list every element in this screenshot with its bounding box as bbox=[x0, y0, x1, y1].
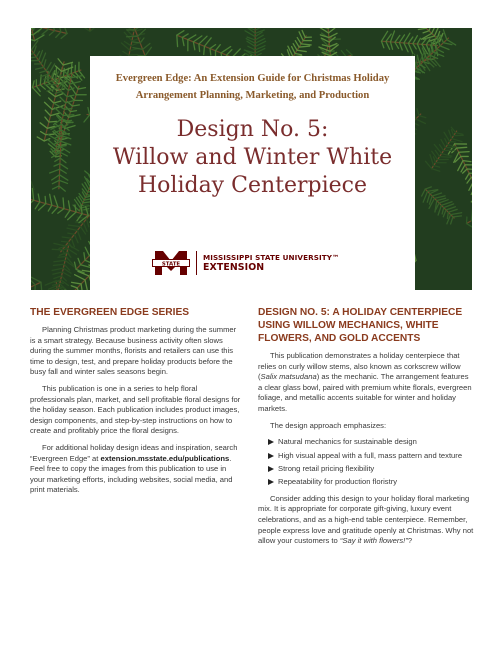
logo-divider bbox=[196, 251, 197, 275]
list-item bbox=[268, 464, 474, 474]
design-title-line: Holiday Centerpiece bbox=[137, 173, 367, 198]
design-title-line: Design No. 5: bbox=[176, 117, 329, 142]
series-title: Evergreen Edge: An Extension Guide for Christmas Holiday Arrangement Planning, Marketing, and Production bbox=[115, 73, 390, 101]
paragraph bbox=[258, 351, 474, 415]
design-title-line: Willow and Winter White bbox=[112, 145, 393, 170]
quote-text: “Say it with flowers!” bbox=[339, 536, 408, 546]
right-column bbox=[258, 306, 474, 553]
text-run: For additional holiday design ideas and inspiration, search “Evergreen Edge” at bbox=[30, 442, 238, 463]
msu-name: MISSISSIPPI STATE UNIVERSITY bbox=[203, 253, 333, 262]
publications-link[interactable]: extension.msstate.edu/publications bbox=[100, 453, 230, 463]
text-run: ) as the mechanic. The arrangement features a clear glass bowl, paired with premium white florals, evergreen foliage, and metallic accents suitable for winter and holiday markets. bbox=[258, 372, 472, 413]
text-run: . Feel free to copy the images from this publication to use in your marketing efforts, including websites, social media, and print materials. bbox=[30, 453, 233, 495]
text-run: Consider adding this design to your holiday floral marketing mix. It is appropriate for corporate gift-giving, luxury event celebrations, and as a high-end table centerpiece. Remember, people express love and gratitude openly at Christmas. Why not allow your customers to bbox=[258, 493, 474, 546]
triangle-bullet-icon bbox=[268, 439, 274, 445]
triangle-bullet-icon bbox=[268, 479, 274, 485]
paragraph: Planning Christmas product marketing during the summer is a smart strategy. Because business activity often slows during the summer months, florists and retailers can use this time to design, test, and prepare holiday products before the busy fall and winter sales seasons begin. bbox=[30, 325, 237, 377]
paragraph: The design approach emphasizes: bbox=[270, 420, 387, 430]
scientific-name: Salix matsudana bbox=[260, 372, 317, 382]
list-item-text: High visual appeal with a full, mass pattern and texture bbox=[278, 450, 463, 460]
paragraph: This publication is one in a series to help floral professionals plan, market, and sell profitable floral designs for the holiday season. Each publication includes product images, design components, and step-by-step instructions on how to create and profitably price the floral designs. bbox=[30, 383, 241, 436]
bullet-list bbox=[258, 437, 474, 488]
title-box bbox=[90, 56, 415, 290]
text-run: ? bbox=[407, 536, 413, 546]
trademark: ™ bbox=[332, 253, 340, 262]
extension-name: EXTENSION bbox=[203, 262, 265, 273]
msu-extension-logo bbox=[152, 248, 362, 278]
triangle-bullet-icon bbox=[268, 466, 274, 472]
logo-text bbox=[203, 253, 339, 273]
list-item bbox=[268, 451, 474, 461]
triangle-bullet-icon bbox=[268, 453, 274, 459]
msu-m-logo-icon bbox=[152, 249, 190, 277]
design-title bbox=[98, 116, 407, 200]
list-item-text: Repeatability for production floristry bbox=[278, 477, 398, 487]
list-item bbox=[268, 477, 474, 487]
list-item-text: Natural mechanics for sustainable design bbox=[278, 437, 417, 447]
hero-banner bbox=[31, 28, 472, 290]
left-column bbox=[30, 306, 242, 502]
msu-logo-badge-text: STATE bbox=[161, 261, 181, 268]
paragraph bbox=[30, 443, 242, 496]
list-item bbox=[268, 437, 474, 447]
paragraph bbox=[258, 494, 474, 547]
design-heading: DESIGN NO. 5: A HOLIDAY CENTERPIECE USING WILLOW MECHANICS, WHITE FLOWERS, AND GOLD ACCENTS bbox=[258, 307, 463, 344]
list-item-text: Strong retail pricing flexibility bbox=[278, 463, 375, 473]
text-run: This publication demonstrates a holiday centerpiece that relies on curly willow stems, also known as corkscrew willow ( bbox=[258, 351, 461, 382]
series-heading: THE EVERGREEN EDGE SERIES bbox=[30, 307, 190, 318]
